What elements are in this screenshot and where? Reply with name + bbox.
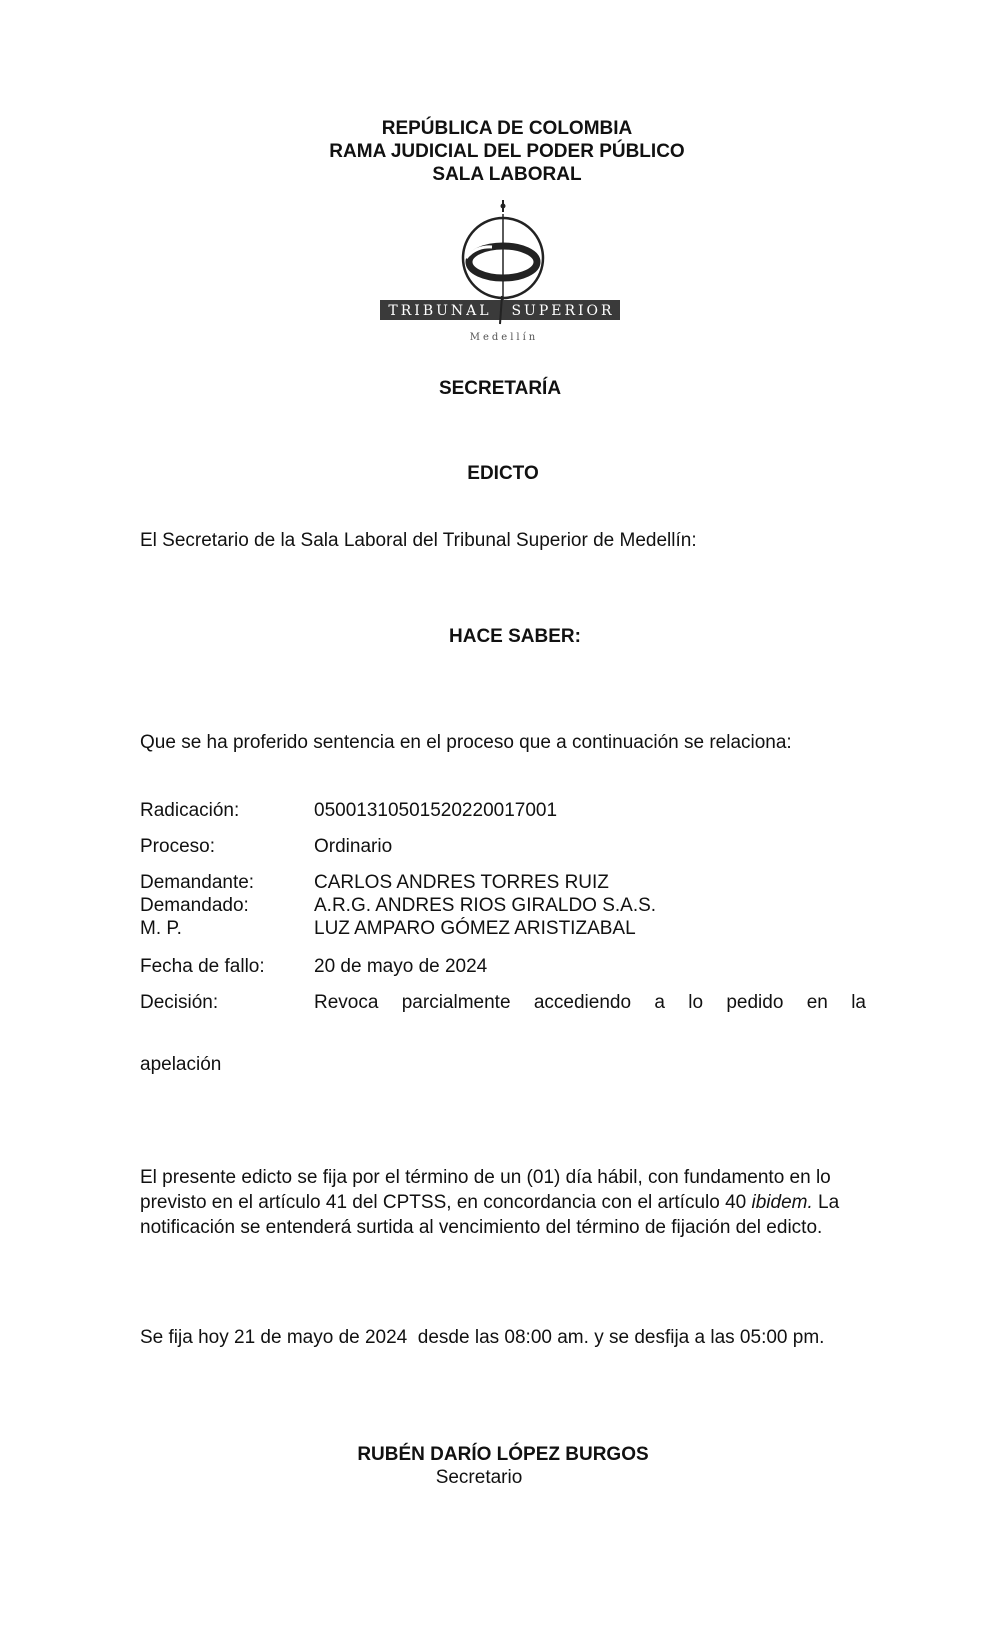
mp-label: M. P. [140,918,182,939]
logo-city: Medellín [469,332,539,343]
intro-text: El Secretario de la Sala Laboral del Tribunal Superior de Medellín: [140,530,697,551]
radicacion-value: 05001310501520220017001 [314,800,558,821]
scales-emblem-icon [380,200,620,345]
demandante-value: CARLOS ANDRES TORRES RUIZ [314,872,609,893]
paragraph-ibidem: ibidem. [751,1192,813,1213]
demandado-label: Demandado: [140,895,249,916]
decision-continuation: apelación [140,1054,222,1075]
secretaria-heading: SECRETARÍA [438,378,562,399]
hace-saber-heading: HACE SABER: [449,626,581,647]
paragraph-part-1: El presente edicto se fija por el término de un (01) día hábil, con fundamento en lo previsto en el artículo 41 del CPTSS, en concordancia con el artículo 40 [140,1167,831,1213]
edicto-heading: EDICTO [467,463,539,484]
fecha-value: 20 de mayo de 2024 [314,956,488,977]
signature-title: Secretario [435,1467,523,1488]
header-chamber: SALA LABORAL [432,164,582,185]
proceso-value: Ordinario [314,836,393,857]
logo-left-word: TRIBUNAL [388,303,492,319]
edicto-paragraph [140,1165,872,1240]
decision-value: Revoca parcialmente accediendo a lo pedido en la [314,992,866,1013]
fija-text: Se fija hoy 21 de mayo de 2024 desde las 08:00 am. y se desfija a las 05:00 pm. [140,1327,825,1348]
logo-right-word: SUPERIOR [511,303,615,319]
demandante-label: Demandante: [140,872,255,893]
header-branch: RAMA JUDICIAL DEL PODER PÚBLICO [329,141,685,162]
proceso-label: Proceso: [140,836,215,857]
que-se-text: Que se ha proferido sentencia en el proceso que a continuación se relaciona: [140,732,792,753]
mp-value: LUZ AMPARO GÓMEZ ARISTIZABAL [314,918,636,939]
radicacion-label: Radicación: [140,800,240,821]
tribunal-logo [380,200,620,345]
decision-label: Decisión: [140,992,219,1013]
header-country: REPÚBLICA DE COLOMBIA [381,118,633,139]
document-header [0,117,1000,186]
signature-name: RUBÉN DARÍO LÓPEZ BURGOS [357,1444,649,1465]
paragraph-part-2: La notificación se entenderá surtida al vencimiento del término de fijación del edicto. [140,1192,840,1238]
demandado-value: A.R.G. ANDRES RIOS GIRALDO S.A.S. [314,895,657,916]
fecha-label: Fecha de fallo: [140,956,265,977]
